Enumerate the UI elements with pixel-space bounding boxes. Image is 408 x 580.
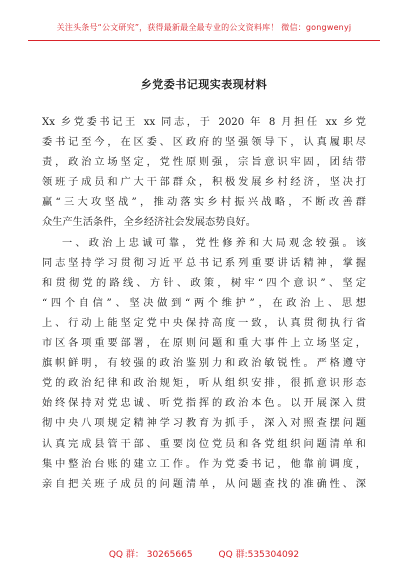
document-body: [42, 113, 366, 495]
body-line: 旗帜鲜明，有较强的政治鉴别力和政治敏锐性。严格遵守: [42, 358, 366, 370]
footer-contact: [0, 547, 408, 560]
body-line: 委书记至今，在区委、区政府的坚强领导下，认真履职尽: [42, 137, 366, 149]
footer-qq-group-1: QQ 群： 30265665: [108, 550, 193, 560]
header-divider: [28, 40, 380, 41]
body-line: 认真完成县管干部、重要岗位党员和各党组织问题清单和: [42, 438, 366, 450]
document-title: 乡党委书记现实表现材料: [140, 78, 268, 91]
body-line: 集中整治台账的建立工作。作为党委书记，他靠前调度，: [42, 458, 366, 470]
body-line: 众生产生活条件，全乡经济社会发展态势良好。: [42, 217, 256, 229]
body-line: 彻中央八项规定精神学习教育为抓手，深入对照查摆问题: [42, 418, 366, 430]
body-line: 党的政治纪律和政治规矩，听从组织安排，很抓意识形态: [42, 378, 366, 390]
body-line: 市区各项重要部署，在原则问题和重大事件上立场坚定，: [42, 338, 366, 350]
body-line: 赢“三大攻坚战”，推动落实乡村振兴战略，不断改善群: [42, 197, 366, 209]
body-line: 领班子成员和广大干部群众，积极发展乡村经济，坚决打: [42, 177, 366, 189]
header-banner: 关注头条号“公文研究”，获得最新最全最专业的公文资料库！ 微信：gongwenyj: [56, 23, 352, 32]
body-line: 亲自把关班子成员的问题清单，从问题查找的准确性、深: [42, 478, 366, 490]
footer-qq-group-2: QQ 群:535304092: [218, 550, 300, 560]
body-line: 同志坚持学习贯彻习近平总书记系列重要讲话精神，掌握: [42, 257, 366, 269]
section-heading-line: 一、政治上忠诚可靠，党性修养和大局观念较强。该: [62, 237, 366, 249]
body-line: “四个自信”、坚决做到“两个维护”，在政治上、思想: [42, 297, 366, 309]
body-line: 始终保持对党忠诚、听党指挥的政治本色。以开展深入贯: [42, 398, 366, 410]
body-line: Xx 乡党委书记王 xx 同志，于 2020 年 8 月担任 xx 乡党: [42, 117, 366, 128]
body-line: 和贯彻党的路线、方针、政策，树牢“四个意识”、坚定: [42, 277, 366, 289]
body-line: 责，政治立场坚定，党性原则强，宗旨意识牢固，团结带: [42, 157, 366, 169]
body-line: 上、行动上能坚定党中央保持高度一致，认真贯彻执行省: [42, 317, 366, 329]
